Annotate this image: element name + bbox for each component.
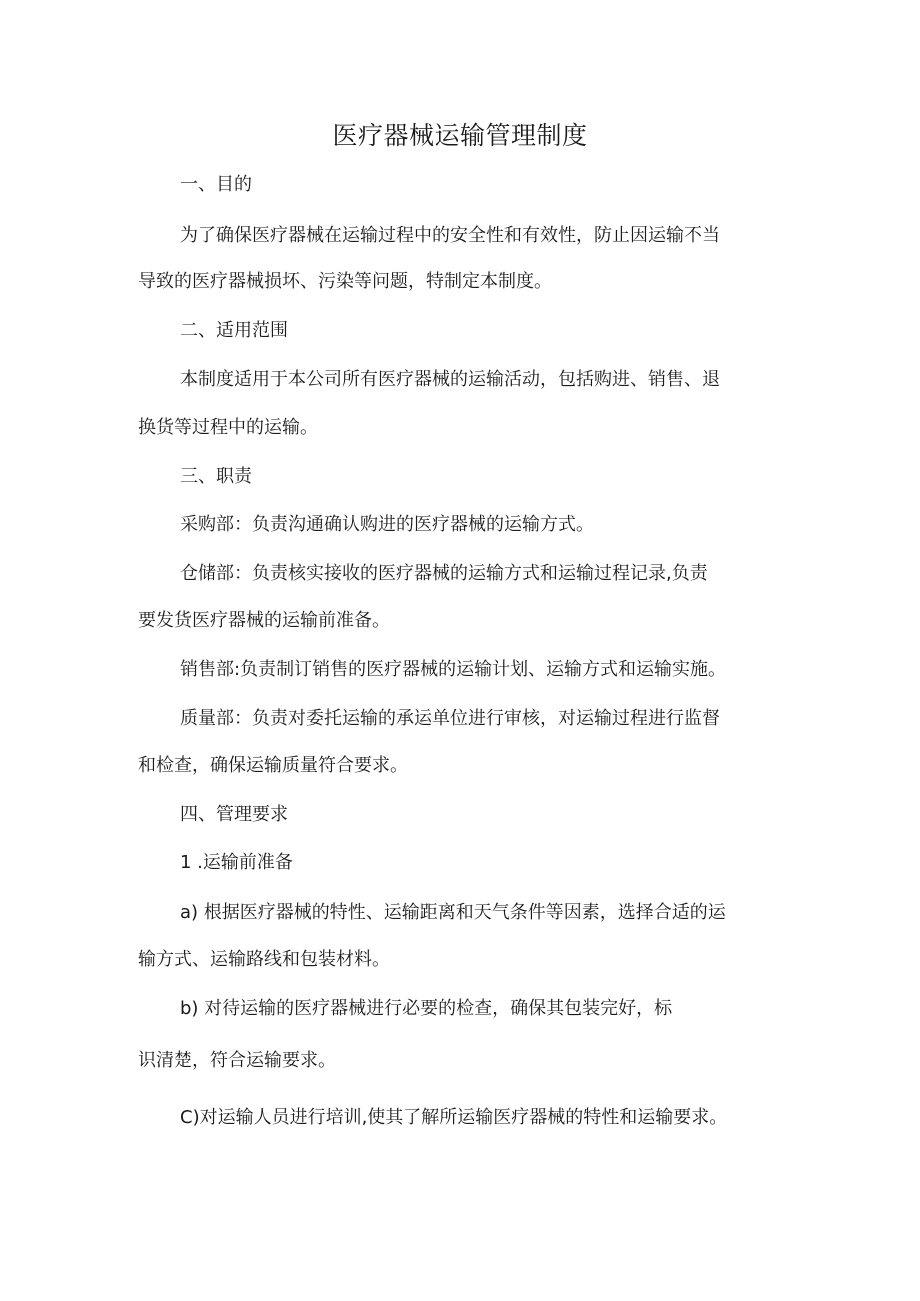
section-heading-duties: 三、职责 [180,466,252,487]
section-heading-purpose: 一、目的 [180,174,252,195]
paragraph-line: 本制度适用于本公司所有医疗器械的运输活动，包括购进、销售、退 [180,369,720,390]
paragraph-line: 导致的医疗器械损坏、污染等问题，特制定本制度。 [138,271,552,292]
paragraph-line: 要发货医疗器械的运输前准备。 [138,610,390,631]
paragraph-line: 输方式、运输路线和包装材料。 [138,949,390,970]
paragraph-line: 识清楚，符合运输要求。 [138,1050,336,1071]
section-heading-scope: 二、适用范围 [180,320,288,341]
document-title: 医疗器械运输管理制度 [332,121,588,150]
paragraph-line: 质量部：负责对委托运输的承运单位进行审核，对运输过程进行监督 [180,708,720,729]
paragraph-line: b) 对待运输的医疗器械进行必要的检查，确保其包装完好，标 [180,998,673,1019]
paragraph-line: 仓储部：负责核实接收的医疗器械的运输方式和运输过程记录,负责 [180,563,708,584]
subsection-heading: 1 .运输前准备 [180,852,293,873]
paragraph-line: 采购部：负责沟通确认购进的医疗器械的运输方式。 [180,514,594,535]
paragraph-line: 为了确保医疗器械在运输过程中的安全性和有效性，防止因运输不当 [180,225,720,246]
paragraph-line: a) 根据医疗器械的特性、运输距离和天气条件等因素，选择合适的运 [180,902,726,923]
paragraph-line: 换货等过程中的运输。 [138,417,318,438]
section-heading-requirements: 四、管理要求 [180,804,288,825]
paragraph-line: 销售部:负责制订销售的医疗器械的运输计划、运输方式和运输实施。 [180,659,727,680]
paragraph-line: 和检查，确保运输质量符合要求。 [138,755,408,776]
paragraph-line: C)对运输人员进行培训,使其了解所运输医疗器械的特性和运输要求。 [180,1107,728,1128]
